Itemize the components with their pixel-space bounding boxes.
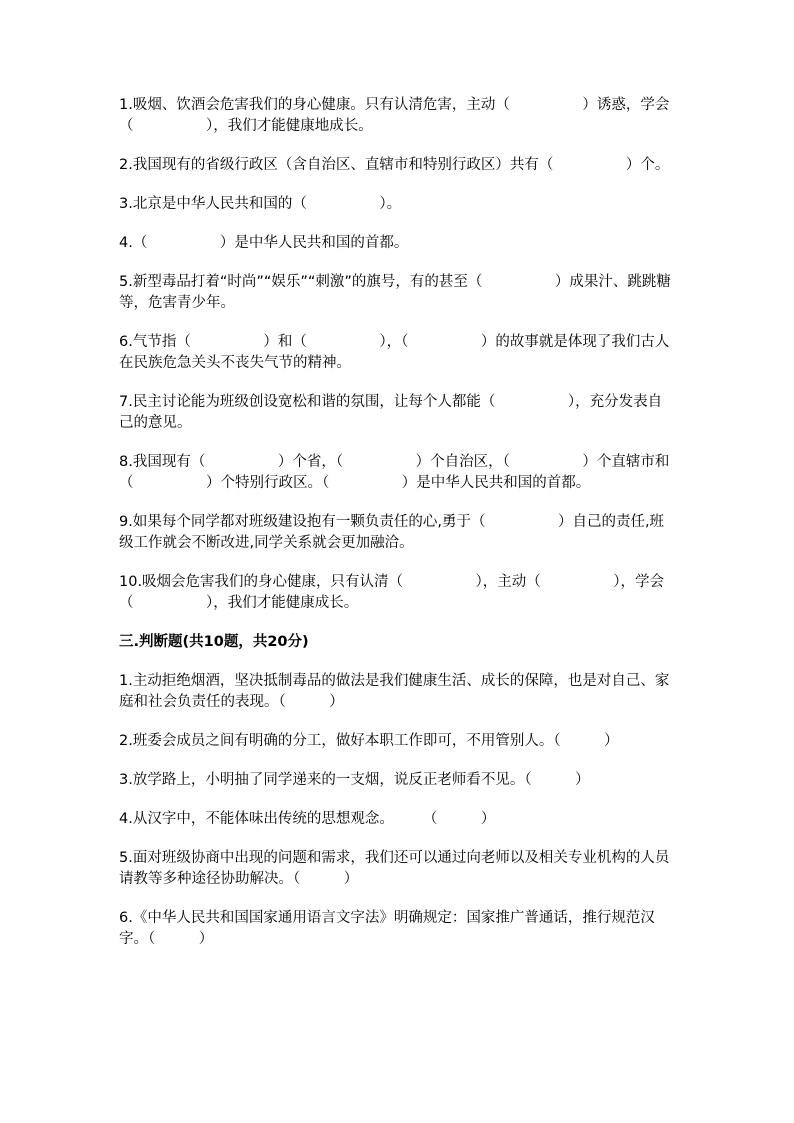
judgment-question-2: 2.班委会成员之间有明确的分工，做好本职工作即可，不用管别人。（ ） — [119, 733, 619, 749]
fill-question-9: 9.如果每个同学都对班级建设抱有一颗负责任的心,勇于（ ）自己的责任,班级工作就会不断改进,同学关系就会更加融洽。 — [119, 514, 665, 551]
fill-question-6: 6.气节指（ ）和（ ），（ ）的故事就是体现了我们古人在民族危急关头不丧失气节的精神。 — [119, 334, 670, 371]
judgment-question-5: 5.面对班级协商中出现的问题和需求，我们还可以通过向老师以及相关专业机构的人员请教等多种途径协助解决。（ ） — [119, 850, 670, 887]
fill-question-4: 4.（ ）是中华人民共和国的首都。 — [119, 235, 409, 251]
fill-question-1: 1.吸烟、饮酒会危害我们的身心健康。只有认清危害，主动（ ）诱惑，学会（ ），我们才能健康地成长。 — [119, 97, 670, 134]
fill-question-8: 8.我国现有（ ）个省，（ ）个自治区，（ ）个直辖市和（ ）个特别行政区。（ ）是中华人民共和国的首都。 — [119, 454, 670, 491]
section-title: 三.判断题(共10题，共20分) — [119, 634, 309, 650]
judgment-question-1: 1.主动拒绝烟酒，坚决抵制毒品的做法是我们健康生活、成长的保障，也是对自己、家庭和社会负责任的表现。（ ） — [119, 673, 670, 710]
fill-question-7: 7.民主讨论能为班级创设宽松和谐的氛围，让每个人都能（ ），充分发表自己的意见。 — [119, 394, 663, 431]
judgment-question-6: 6.《中华人民共和国国家通用语言文字法》明确规定：国家推广普通话，推行规范汉字。（ ） — [119, 910, 655, 947]
judgment-question-3: 3.放学路上，小明抽了同学递来的一支烟，说反正老师看不见。（ ） — [119, 772, 590, 788]
question-list — [119, 95, 675, 968]
judgment-question-4: 4.从汉字中，不能体味出传统的思想观念。 （ ） — [119, 811, 496, 827]
fill-question-3: 3.北京是中华人民共和国的（ ）。 — [119, 196, 402, 212]
fill-question-2: 2.我国现有的省级行政区（含自治区、直辖市和特别行政区）共有（ ）个。 — [119, 157, 670, 173]
fill-question-5: 5.新型毒品打着“时尚”“娱乐”“刺激”的旗号，有的甚至（ ）成果汁、跳跳糖等，危害青少年。 — [119, 274, 671, 311]
fill-question-10: 10.吸烟会危害我们的身心健康，只有认清（ ），主动（ ），学会（ ），我们才能健康成长。 — [119, 574, 665, 611]
